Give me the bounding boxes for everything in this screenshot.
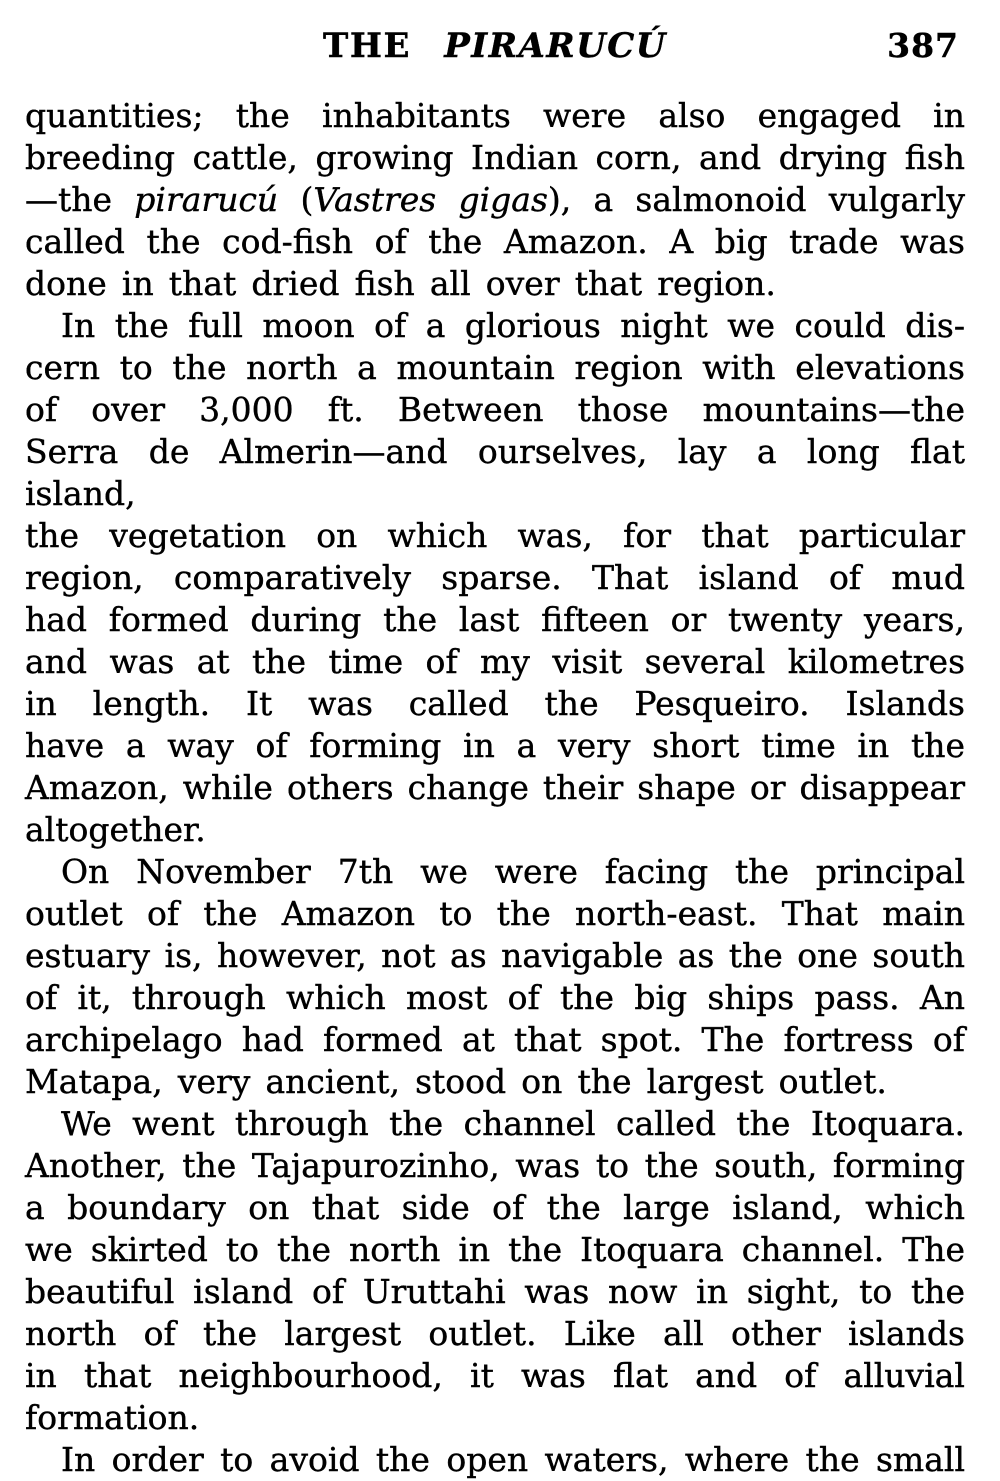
text-line [25, 1271, 965, 1313]
text-run: In order to avoid the open waters, where the small [61, 1440, 965, 1479]
chapter-title-regular: THE [323, 26, 411, 66]
text-line [25, 683, 965, 725]
text-line [25, 305, 965, 347]
text-line [25, 1061, 965, 1103]
text-run: In the full moon of a glorious night we could dis- [61, 306, 965, 345]
text-run: the vegetation on which was, for that particular [25, 516, 965, 555]
text-run: a boundary on that side of the large island, which [25, 1188, 965, 1227]
text-run: of it, through which most of the big ships pass. An [25, 978, 965, 1017]
text-line [25, 263, 965, 305]
text-line [25, 1019, 965, 1061]
italic-text-run: Vastres gigas [313, 180, 548, 219]
text-run: Matapa, very ancient, stood on the largest outlet. [25, 1062, 887, 1101]
text-run: had formed during the last fifteen or twenty years, [25, 600, 965, 639]
text-run: quantities; the inhabitants were also engaged in [25, 96, 965, 135]
text-run: archipelago had formed at that spot. The fortress of [25, 1020, 965, 1059]
text-run: done in that dried fish all over that region. [25, 264, 776, 303]
text-run: —the [25, 180, 135, 219]
text-line [25, 1103, 965, 1145]
italic-text-run: pirarucú [134, 180, 279, 219]
page-number: 387 [887, 26, 959, 65]
text-run: have a way of forming in a very short time in the [25, 726, 965, 765]
text-run: north of the largest outlet. Like all other islands [25, 1314, 965, 1353]
running-head [25, 26, 965, 70]
chapter-title-italic: PIRARUCÚ [444, 26, 667, 66]
text-line [25, 1439, 965, 1481]
body-text [25, 95, 965, 1481]
text-line [25, 1313, 965, 1355]
text-run: beautiful island of Uruttahi was now in sight, to the [25, 1272, 965, 1311]
text-line [25, 1187, 965, 1229]
text-run: breeding cattle, growing Indian corn, and drying fish [25, 138, 965, 177]
text-line [25, 179, 965, 221]
text-run: formation. [25, 1398, 200, 1437]
text-run: Amazon, while others change their shape or disappear [25, 768, 965, 807]
text-line [25, 347, 965, 389]
text-run: ( [278, 180, 314, 219]
text-run: of over 3,000 ft. Between those mountains—the [25, 390, 965, 429]
text-line [25, 1145, 965, 1187]
text-line [25, 221, 965, 263]
text-run: region, comparatively sparse. That island of mud [25, 558, 965, 597]
text-line [25, 893, 965, 935]
text-run: outlet of the Amazon to the north-east. That main [25, 894, 965, 933]
text-line [25, 641, 965, 683]
text-run: We went through the channel called the Itoquara. [61, 1104, 965, 1143]
text-run: estuary is, however, not as navigable as the one south [25, 936, 965, 975]
text-line [25, 599, 965, 641]
text-line [25, 725, 965, 767]
text-run: and was at the time of my visit several kilometres [25, 642, 965, 681]
text-run: we skirted to the north in the Itoquara channel. The [25, 1230, 965, 1269]
text-line [25, 1355, 965, 1397]
text-line [25, 1397, 965, 1439]
chapter-title [25, 26, 965, 66]
text-line [25, 977, 965, 1019]
text-line [25, 851, 965, 893]
text-line [25, 95, 965, 137]
text-run: cern to the north a mountain region with elevations [25, 348, 965, 387]
text-line [25, 431, 965, 515]
text-run: ), a salmonoid vulgarly [547, 180, 965, 219]
text-line [25, 137, 965, 179]
text-line [25, 809, 965, 851]
text-line [25, 767, 965, 809]
text-run: in length. It was called the Pesqueiro. Islands [25, 684, 965, 723]
text-line [25, 389, 965, 431]
text-line [25, 935, 965, 977]
text-run: Serra de Almerin—and ourselves, lay a long flat island, [25, 432, 965, 513]
text-run: in that neighbourhood, it was flat and of alluvial [25, 1356, 965, 1395]
text-run: called the cod-fish of the Amazon. A big trade was [25, 222, 965, 261]
text-run: Another, the Tajapurozinho, was to the south, forming [25, 1146, 965, 1185]
text-run: On November 7th we were facing the principal [61, 852, 965, 891]
text-run: altogether. [25, 810, 206, 849]
text-line [25, 557, 965, 599]
text-line [25, 1229, 965, 1271]
text-line [25, 515, 965, 557]
